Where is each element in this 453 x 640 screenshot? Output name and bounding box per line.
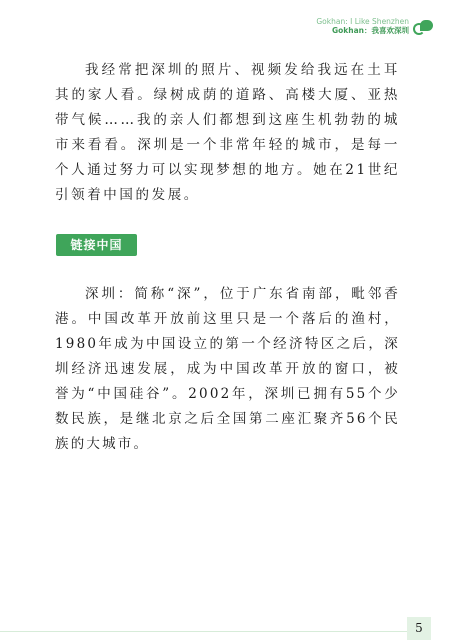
section-paragraph: 深圳：简称“深”，位于广东省南部，毗邻香港。中国改革开放前这里只是一个落后的渔村，1980年成为中国设立的第一个经济特区之后，深圳经济迅速发展，成为中国改革开放的窗口，被誉为“中国硅谷”。2002年，深圳已拥有55个少数民族，是继北京之后全国第二座汇聚齐56个民族的大城市。	[55, 286, 400, 452]
body-paragraph-1: 我经常把深圳的照片、视频发给我远在土耳其的家人看。绿树成荫的道路、高楼大厦、亚热带气候……我的亲人们都想到这座生机勃勃的城市来看看。深圳是一个非常年轻的城市，是每一个人通过努力可以实现梦想的地方。她在21世纪引领着中国的发展。	[55, 62, 400, 203]
page-footer	[0, 612, 453, 640]
page-number: 5	[407, 617, 431, 640]
header-title-en: Gokhan: I Like Shenzhen	[316, 17, 409, 26]
header-text	[316, 18, 409, 35]
section-heading: 链接中国	[56, 234, 137, 256]
header-title-zh: Gokhan：我喜欢深圳	[331, 25, 409, 35]
speech-bubble-icon	[413, 20, 433, 40]
footer-divider	[0, 631, 407, 632]
page-header	[316, 12, 433, 40]
